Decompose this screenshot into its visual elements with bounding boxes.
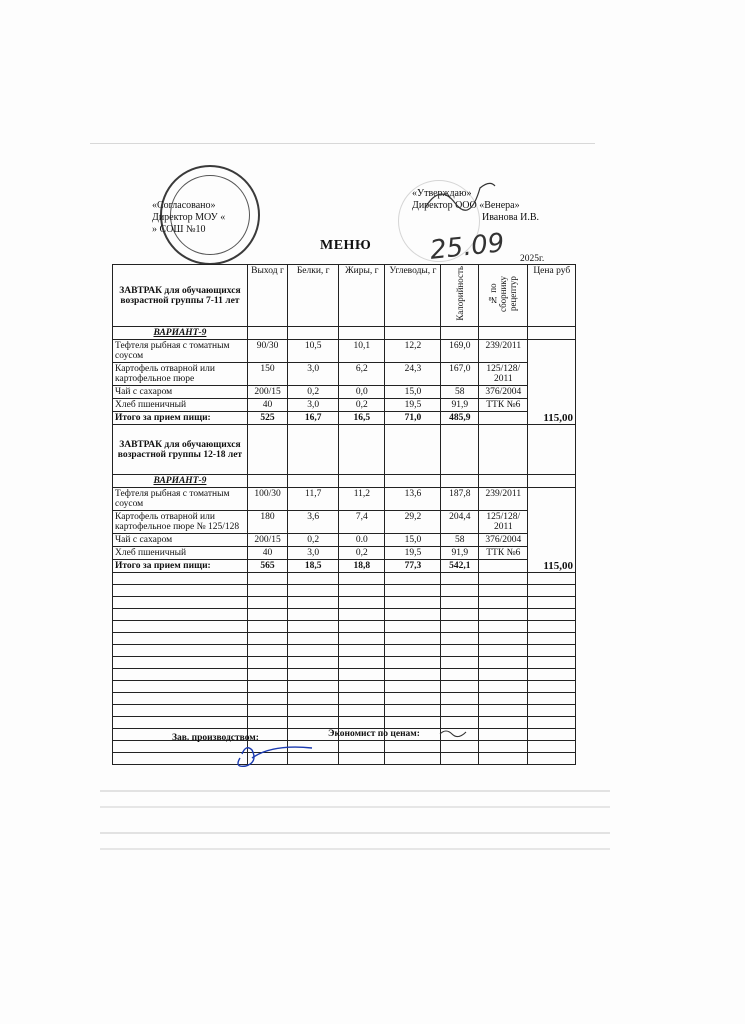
approver-signature xyxy=(420,178,500,218)
dish-fat: 0,2 xyxy=(339,399,385,412)
dish-name: Чай с сахаром xyxy=(113,386,248,399)
header-calories-cell xyxy=(441,265,479,327)
dish-fat: 0,2 xyxy=(339,547,385,560)
dish-recipe: ТТК №6 xyxy=(479,547,528,560)
scan-line xyxy=(100,790,610,792)
header-recipe-cell xyxy=(479,265,528,327)
section2-row xyxy=(113,425,576,475)
section1-header: ЗАВТРАК для обучающихся возрастной группы 7-11 лет xyxy=(113,265,248,327)
approve-line-1: «Утверждаю» xyxy=(412,188,472,199)
scan-line xyxy=(100,848,610,850)
dish-recipe: 125/128/ 2011 xyxy=(479,511,528,534)
dish-protein: 0,2 xyxy=(288,386,339,399)
table-row xyxy=(113,363,576,386)
empty-row xyxy=(113,585,576,597)
empty-row xyxy=(113,645,576,657)
dish-protein: 11,7 xyxy=(288,488,339,511)
header-recipe: № по сборнику рецептур xyxy=(488,275,519,313)
approve-line-2: Директор ООО «Венера» xyxy=(412,200,520,211)
dish-output: 200/15 xyxy=(247,534,287,547)
dish-output: 40 xyxy=(247,547,287,560)
approve-line-3: Иванова И.В. xyxy=(482,212,540,223)
dish-output: 150 xyxy=(247,363,287,386)
dish-fat: 0.0 xyxy=(339,534,385,547)
economist-signature xyxy=(438,726,468,740)
dish-calories: 91,9 xyxy=(441,399,479,412)
dish-fat: 11,2 xyxy=(339,488,385,511)
total-fat: 18,8 xyxy=(339,560,385,573)
dish-carbs: 12,2 xyxy=(385,340,441,363)
year-label: 2025г. xyxy=(520,254,545,264)
production-manager-label: Зав. производством: xyxy=(172,733,259,743)
dish-carbs: 24,3 xyxy=(385,363,441,386)
dish-name: Чай с сахаром xyxy=(113,534,248,547)
header-carbs: Углеводы, г xyxy=(385,265,441,327)
handwritten-date: 25.09 xyxy=(428,228,506,266)
economist-label: Экономист по ценам: xyxy=(328,729,420,739)
empty-row xyxy=(113,693,576,705)
total-carbs: 71,0 xyxy=(385,412,441,425)
table-row xyxy=(113,340,576,363)
dish-output: 100/30 xyxy=(247,488,287,511)
agreed-line-3: » СОШ №10 xyxy=(152,224,206,235)
total-price: 115,00 xyxy=(528,488,576,573)
dish-fat: 10,1 xyxy=(339,340,385,363)
menu-table xyxy=(112,264,576,765)
variant-label: ВАРИАНТ-9 xyxy=(113,327,248,340)
dish-name: Картофель отварной или картофельное пюре xyxy=(113,363,248,386)
dish-protein: 3,6 xyxy=(288,511,339,534)
table-row xyxy=(113,534,576,547)
header-calories: Калорийность xyxy=(454,266,465,321)
header-output: Выход г xyxy=(247,265,287,327)
empty-row xyxy=(113,705,576,717)
dish-protein: 3,0 xyxy=(288,547,339,560)
empty-row xyxy=(113,609,576,621)
dish-name: Хлеб пшеничный xyxy=(113,399,248,412)
dish-protein: 3,0 xyxy=(288,363,339,386)
dish-output: 40 xyxy=(247,399,287,412)
dish-recipe: 239/2011 xyxy=(479,488,528,511)
scan-line xyxy=(100,806,610,808)
dish-carbs: 19,5 xyxy=(385,399,441,412)
dish-carbs: 15,0 xyxy=(385,534,441,547)
dish-output: 90/30 xyxy=(247,340,287,363)
dish-recipe: 376/2004 xyxy=(479,534,528,547)
dish-output: 180 xyxy=(247,511,287,534)
dish-calories: 187,8 xyxy=(441,488,479,511)
section2-header: ЗАВТРАК для обучающихся возрастной группы 12-18 лет xyxy=(113,425,248,475)
dish-calories: 58 xyxy=(441,386,479,399)
empty-row xyxy=(113,717,576,729)
dish-name: Тефтеля рыбная с томатным соусом xyxy=(113,488,248,511)
agreed-line-2: Директор МОУ « xyxy=(152,212,226,223)
table-row xyxy=(113,511,576,534)
dish-fat: 7,4 xyxy=(339,511,385,534)
total-label: Итого за прием пищи: xyxy=(113,560,248,573)
agreed-block xyxy=(152,200,225,236)
table-row xyxy=(113,386,576,399)
variant-row xyxy=(113,475,576,488)
dish-carbs: 15,0 xyxy=(385,386,441,399)
total-output: 525 xyxy=(247,412,287,425)
table-header-row xyxy=(113,265,576,327)
dish-calories: 204,4 xyxy=(441,511,479,534)
total-protein: 16,7 xyxy=(288,412,339,425)
dish-protein: 3,0 xyxy=(288,399,339,412)
empty-row xyxy=(113,681,576,693)
header-protein: Белки, г xyxy=(288,265,339,327)
dish-name: Тефтеля рыбная с томатным соусом xyxy=(113,340,248,363)
total-row xyxy=(113,412,576,425)
variant-row xyxy=(113,327,576,340)
dish-recipe: 376/2004 xyxy=(479,386,528,399)
variant-label: ВАРИАНТ-9 xyxy=(113,475,248,488)
scan-line xyxy=(90,143,595,144)
table-row xyxy=(113,488,576,511)
table-row xyxy=(113,399,576,412)
dish-protein: 0,2 xyxy=(288,534,339,547)
dish-calories: 58 xyxy=(441,534,479,547)
production-signature xyxy=(232,738,322,774)
empty-row xyxy=(113,621,576,633)
empty-row xyxy=(113,753,576,765)
header-fat: Жиры, г xyxy=(339,265,385,327)
empty-row xyxy=(113,597,576,609)
total-row xyxy=(113,560,576,573)
dish-output: 200/15 xyxy=(247,386,287,399)
empty-row xyxy=(113,657,576,669)
dish-recipe: 239/2011 xyxy=(479,340,528,363)
total-calories: 542,1 xyxy=(441,560,479,573)
dish-fat: 0,0 xyxy=(339,386,385,399)
total-carbs: 77,3 xyxy=(385,560,441,573)
dish-recipe: ТТК №6 xyxy=(479,399,528,412)
total-label: Итого за прием пищи: xyxy=(113,412,248,425)
dish-carbs: 19,5 xyxy=(385,547,441,560)
empty-row xyxy=(113,669,576,681)
dish-carbs: 13,6 xyxy=(385,488,441,511)
empty-row xyxy=(113,573,576,585)
total-calories: 485,9 xyxy=(441,412,479,425)
agreed-line-1: «Согласовано» xyxy=(152,200,216,211)
page-title: МЕНЮ xyxy=(320,238,372,253)
table-row xyxy=(113,547,576,560)
dish-carbs: 29,2 xyxy=(385,511,441,534)
total-price: 115,00 xyxy=(528,340,576,425)
dish-name: Картофель отварной или картофельное пюре № 125/128 xyxy=(113,511,248,534)
total-fat: 16,5 xyxy=(339,412,385,425)
total-output: 565 xyxy=(247,560,287,573)
dish-protein: 10,5 xyxy=(288,340,339,363)
dish-calories: 169,0 xyxy=(441,340,479,363)
header-price: Цена руб xyxy=(528,265,576,327)
dish-recipe: 125/128/ 2011 xyxy=(479,363,528,386)
dish-calories: 91,9 xyxy=(441,547,479,560)
dish-fat: 6,2 xyxy=(339,363,385,386)
dish-calories: 167,0 xyxy=(441,363,479,386)
scan-line xyxy=(100,832,610,834)
dish-name: Хлеб пшеничный xyxy=(113,547,248,560)
empty-row xyxy=(113,633,576,645)
total-protein: 18,5 xyxy=(288,560,339,573)
